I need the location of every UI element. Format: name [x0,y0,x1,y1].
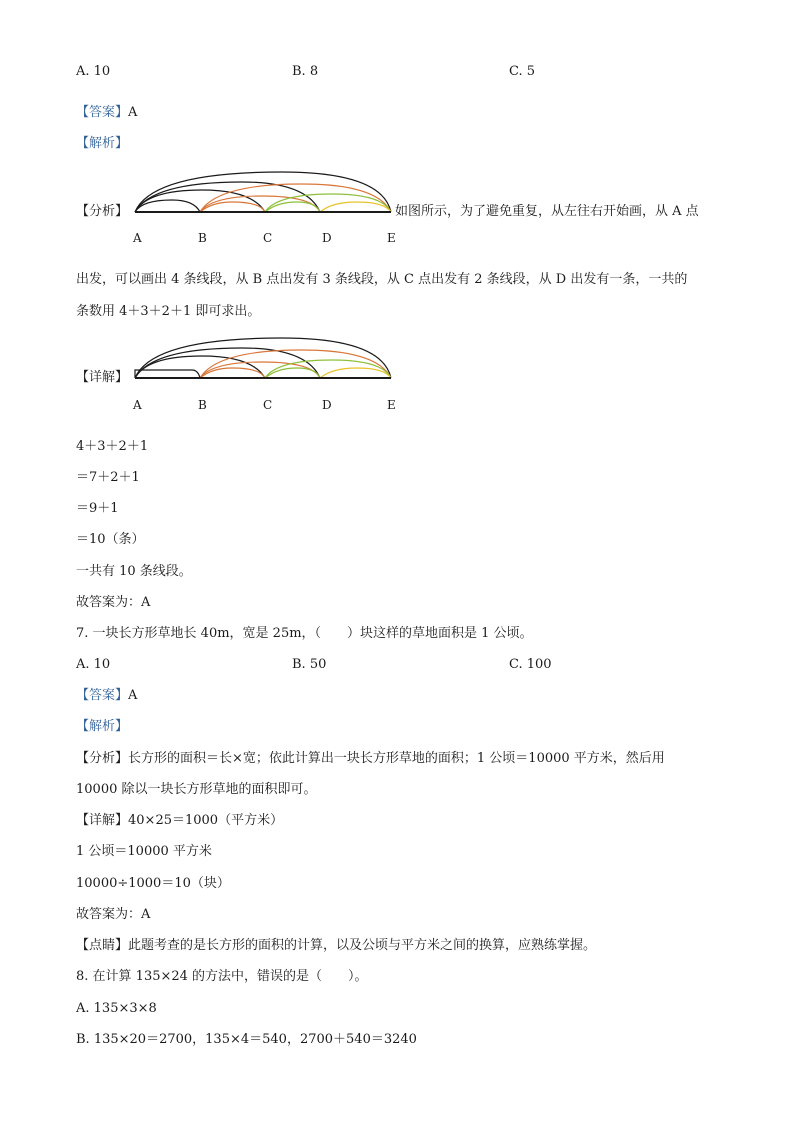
answer-tag: 【答案】 [76,105,129,120]
point-label-b: B [198,231,207,245]
summary-line: 一共有 10 条线段。 [76,564,192,579]
question-7: 7. 一块长方形草地长 40m，宽是 25m，（ ）块这样的草地面积是 1 公顷。 [76,626,533,641]
segment-diagram-2 [132,334,394,384]
option-b: B. 50 [292,657,327,672]
xiangjie-tag: 【详解】 [76,813,129,828]
fenxi-tag: 【分析】 [76,204,129,219]
point-label-d: D [322,231,332,245]
option-c: C. 5 [509,64,536,79]
calc-line: ＝7＋2＋1 [76,470,140,485]
xiangjie-text: 40×25＝1000（平方米） [128,813,284,828]
analysis-tag: 【解析】 [76,136,129,151]
dianjing-tag: 【点睛】 [76,938,129,953]
answer-value: A [128,105,138,120]
calc-line: ＝9＋1 [76,501,119,516]
answer-tag: 【答案】 [76,688,129,703]
question-8: 8. 在计算 135×24 的方法中，错误的是（ ）。 [76,969,368,984]
fenxi-text-2: 出发，可以画出 4 条线段，从 B 点出发有 3 条线段，从 C 点出发有 2 条线段，从 D 出发有一条，一共的 [76,272,688,287]
q7-xiangjie-line [76,812,283,830]
calc-line: ＝10（条） [76,532,145,547]
calc-line: 4＋3＋2＋1 [76,439,149,454]
option-b: B. 8 [292,64,319,79]
option-a: A. 10 [76,64,111,79]
point-label-e: E [387,398,396,412]
xiangjie-tag: 【详解】 [76,370,129,385]
point-label-c: C [263,398,273,412]
q7-answer-line [76,687,137,705]
calc-line: 10000÷1000＝10（块） [76,876,230,891]
option-a: A. 135×3×8 [76,1001,157,1016]
fenxi-tag: 【分析】 [76,751,129,766]
point-label-e: E [387,231,396,245]
analysis-tag: 【解析】 [76,719,129,734]
fenxi-text-2: 10000 除以一块长方形草地的面积即可。 [76,782,317,797]
option-a: A. 10 [76,657,111,672]
point-label-d: D [322,398,332,412]
option-b: B. 135×20＝2700，135×4＝540，2700＋540＝3240 [76,1032,417,1047]
point-label-a: A [133,398,142,412]
dianjing-text: 此题考查的是长方形的面积的计算，以及公顷与平方米之间的换算，应熟练掌握。 [128,938,597,953]
conclusion-line: 故答案为：A [76,907,151,922]
point-label-a: A [133,231,142,245]
fenxi-text-3: 条数用 4＋3＋2＋1 即可求出。 [76,304,261,319]
q7-fenxi-line [76,750,665,768]
conclusion-line: 故答案为：A [76,595,151,610]
fenxi-text-1: 如图所示，为了避免重复，从左往右开始画，从 A 点 [395,204,699,219]
segment-diagram-1 [132,168,394,218]
fenxi-text-1: 长方形的面积＝长×宽；依此计算出一块长方形草地的面积；1 公顷＝10000 平方米，然后用 [128,751,665,766]
option-c: C. 100 [509,657,552,672]
calc-line: 1 公顷＝10000 平方米 [76,844,212,859]
q7-dianjing-line [76,937,596,955]
point-label-b: B [198,398,207,412]
answer-value: A [128,688,138,703]
q6-answer-line [76,104,137,122]
point-label-c: C [263,231,273,245]
